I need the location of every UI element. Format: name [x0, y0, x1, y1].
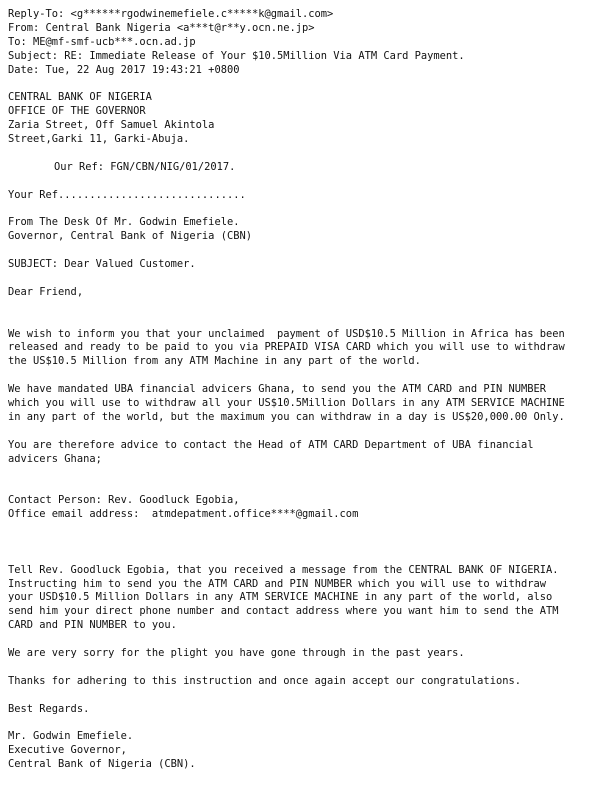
paragraph-line: We wish to inform you that your unclaimed payment of USD$10.5 Million in Africa has been — [8, 327, 565, 340]
email-message — [8, 8, 600, 772]
letterhead-address-line-1: Zaria Street, Off Samuel Akintola — [8, 119, 215, 132]
paragraph-line: send him your direct phone number and contact address where you want him to send the ATM — [8, 605, 559, 618]
to-header: To: ME@mf-smf-ucb***.ocn.ad.jp — [8, 35, 196, 48]
subject-header: Subject: RE: Immediate Release of Your $10.5Million Via ATM Card Payment. — [8, 49, 465, 62]
your-reference: Your Ref.............................. — [8, 188, 246, 201]
paragraph-line: in any part of the world, but the maximum you can withdraw in a day is US$20,000.00 Only. — [8, 410, 565, 423]
paragraph-mandate — [8, 383, 600, 425]
paragraph-line: which you will use to withdraw all your US$10.5Million Dollars in any ATM SERVICE MACHINE — [8, 396, 565, 409]
paragraph-line: You are therefore advice to contact the Head of ATM CARD Department of UBA financial — [8, 438, 534, 451]
reply-to-header: Reply-To: <g******rgodwinemefiele.c*****k@gmail.com> — [8, 8, 334, 20]
letterhead-office: OFFICE OF THE GOVERNOR — [8, 105, 146, 118]
letterhead — [8, 91, 600, 147]
contact-person: Contact Person: Rev. Goodluck Egobia, — [8, 494, 240, 507]
signature-organization: Central Bank of Nigeria (CBN). — [8, 758, 196, 771]
paragraph-unclaimed-payment — [8, 328, 600, 370]
paragraph-instructions — [8, 564, 600, 633]
letterhead-address-line-2: Street,Garki 11, Garki-Abuja. — [8, 133, 190, 146]
from-desk — [8, 216, 600, 244]
paragraph-line: We have mandated UBA financial advicers Ghana, to send you the ATM CARD and PIN NUMBER — [8, 383, 546, 396]
email-headers — [8, 8, 600, 77]
paragraph-line: your USD$10.5 Million Dollars in any ATM SERVICE MACHINE in any part of the world, also — [8, 591, 553, 604]
paragraph-apology: We are very sorry for the plight you have gone through in the past years. — [8, 647, 465, 660]
date-header: Date: Tue, 22 Aug 2017 19:43:21 +0800 — [8, 63, 240, 76]
from-desk-title: Governor, Central Bank of Nigeria (CBN) — [8, 230, 252, 243]
greeting: Dear Friend, — [8, 285, 84, 298]
contact-email: Office email address: atmdepatment.office****@gmail.com — [8, 508, 359, 521]
our-reference: Our Ref: FGN/CBN/NIG/01/2017. — [54, 160, 236, 173]
paragraph-line: advicers Ghana; — [8, 452, 102, 465]
paragraph-contact-advice — [8, 439, 600, 467]
paragraph-line: the US$10.5 Million from any ATM Machine in any part of the world. — [8, 355, 421, 368]
letterhead-bank-name: CENTRAL BANK OF NIGERIA — [8, 91, 152, 104]
paragraph-line: Instructing him to send you the ATM CARD and PIN NUMBER which you will use to withdraw — [8, 577, 546, 590]
paragraph-thanks: Thanks for adhering to this instruction and once again accept our congratulations. — [8, 674, 521, 687]
signature-block — [8, 730, 600, 772]
signature-title: Executive Governor, — [8, 744, 127, 757]
paragraph-line: released and ready to be paid to you via PREPAID VISA CARD which you will use to withdraw — [8, 341, 565, 354]
closing: Best Regards. — [8, 702, 90, 715]
from-desk-name: From The Desk Of Mr. Godwin Emefiele. — [8, 216, 240, 229]
paragraph-line: Tell Rev. Goodluck Egobia, that you received a message from the CENTRAL BANK OF NIGERIA. — [8, 563, 559, 576]
from-header: From: Central Bank Nigeria <a***t@r**y.ocn.ne.jp> — [8, 21, 315, 34]
contact-details — [8, 494, 600, 522]
paragraph-line: CARD and PIN NUMBER to you. — [8, 619, 177, 632]
signature-name: Mr. Godwin Emefiele. — [8, 730, 134, 743]
letter-subject: SUBJECT: Dear Valued Customer. — [8, 258, 196, 271]
